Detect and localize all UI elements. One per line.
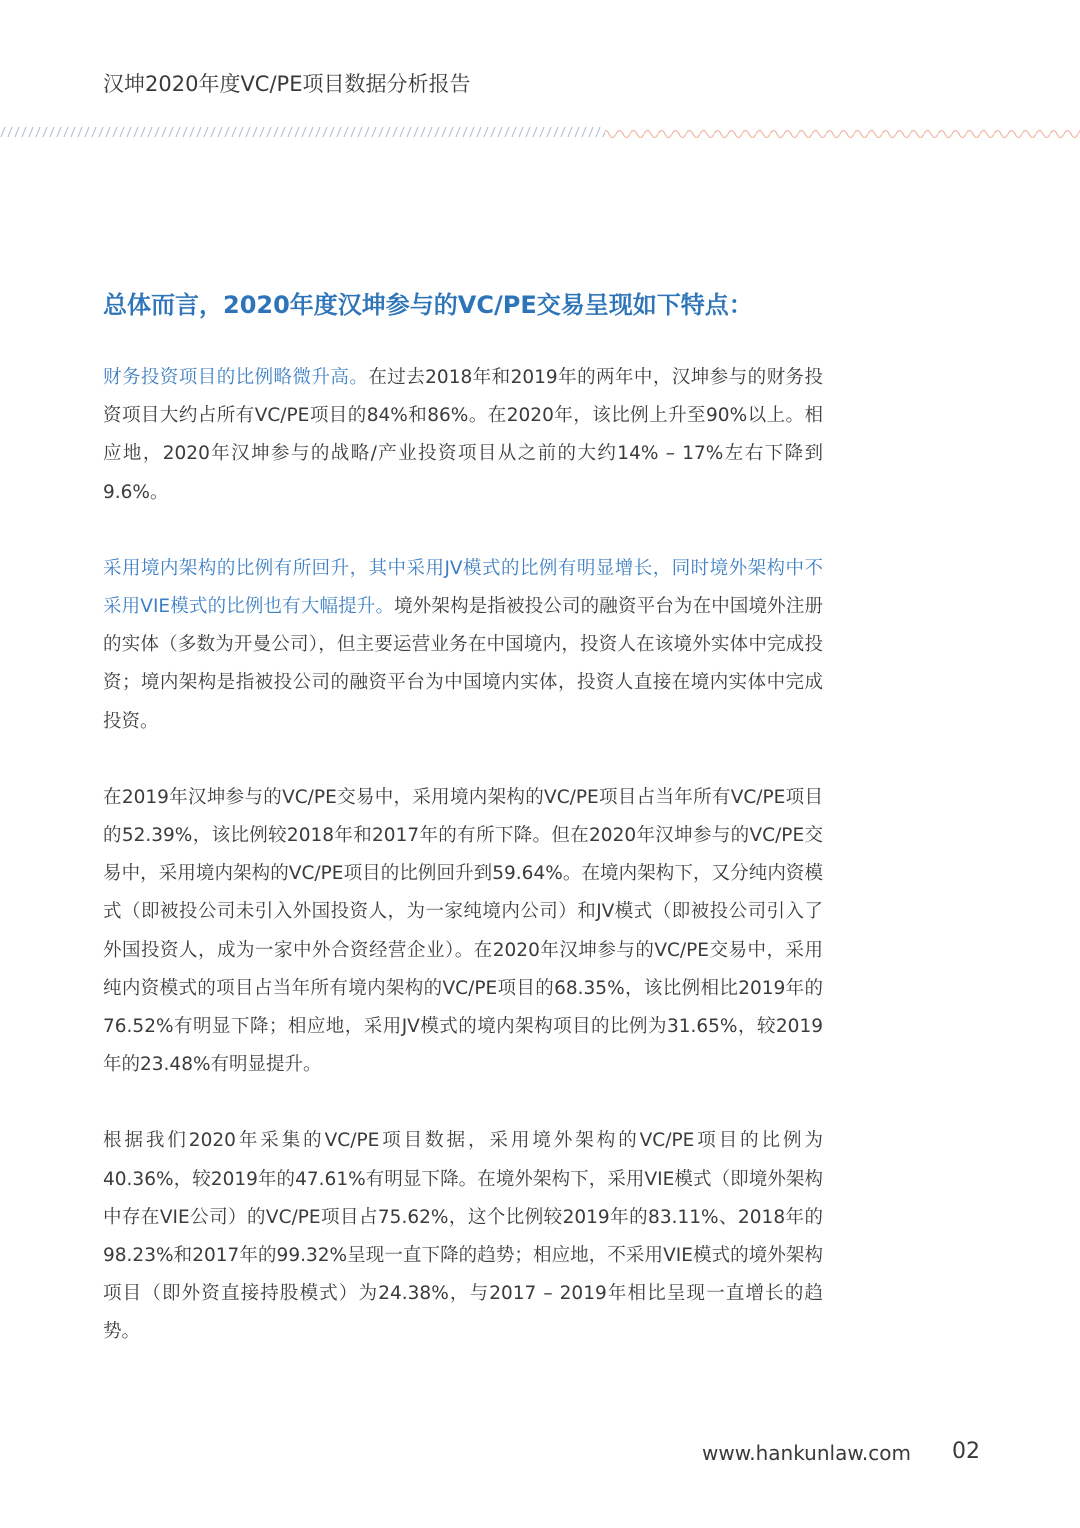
paragraph-body: 根据我们2020年采集的VC/PE项目数据，采用境外架构的VC/PE项目的比例为40.36%，较2019年的47.61%有明显下降。在境外架构下，采用VIE模式（即境外架构中存在VIE公司）的VC/PE项目占75.62%，这个比例较2019年的83.11%、2018年的98.23%和2017年的99.32%呈现一直下降的趋势；相应地，不采用VIE模式的境外架构项目（即外资直接持股模式）为24.38%，与2017 – 2019年相比呈现一直增长的趋势。	[103, 1130, 823, 1343]
paragraph-body: 在2019年汉坤参与的VC/PE交易中，采用境内架构的VC/PE项目占当年所有VC/PE项目的52.39%，该比例较2018年和2017年的有所下降。但在2020年汉坤参与的VC/PE交易中，采用境内架构的VC/PE项目的比例回升到59.64%。在境内架构下，又分纯内资模式（即被投公司未引入外国投资人，为一家纯境内公司）和JV模式（即被投公司引入了外国投资人，成为一家中外合资经营企业）。在2020年汉坤参与的VC/PE交易中，采用纯内资模式的项目占当年所有境内架构的VC/PE项目的68.35%，该比例相比2019年的76.52%有明显下降；相应地，采用JV模式的境内架构项目的比例为31.65%，较2019年的23.48%有明显提升。	[103, 786, 823, 1076]
page-number: 02	[952, 1439, 980, 1464]
body-content	[103, 359, 823, 1390]
decorative-divider	[0, 126, 1080, 138]
paragraph-domestic-structure	[103, 550, 823, 741]
paragraph-2019-2020-domestic	[103, 779, 823, 1085]
paragraph-offshore-structure	[103, 1122, 823, 1351]
paragraph-financial-investment	[103, 359, 823, 512]
paragraph-highlight: 财务投资项目的比例略微升高。	[103, 367, 369, 388]
website-link[interactable]: www.hankunlaw.com	[702, 1441, 911, 1465]
paragraph-highlight: 采用境内架构的比例有所回升，其中采用JV模式的比例有明显增长，同时境外架构中不采用VIE模式的比例也有大幅提升。	[103, 557, 823, 618]
report-title: 汉坤2020年度VC/PE项目数据分析报告	[103, 72, 471, 96]
section-heading: 总体而言，2020年度汉坤参与的VC/PE交易呈现如下特点：	[103, 291, 753, 319]
paragraph-body: 在过去2018年和2019年的两年中，汉坤参与的财务投资项目大约占所有VC/PE项目的84%和86%。在2020年，该比例上升至90%以上。相应地，2020年汉坤参与的战略/产业投资项目从之前的大约14% – 17%左右下降到9.6%。	[103, 367, 823, 503]
paragraph-body: 境外架构是指被投公司的融资平台为在中国境外注册的实体（多数为开曼公司），但主要运营业务在中国境内，投资人在该境外实体中完成投资；境内架构是指被投公司的融资平台为中国境内实体，投资人直接在境内实体中完成投资。	[103, 596, 823, 732]
